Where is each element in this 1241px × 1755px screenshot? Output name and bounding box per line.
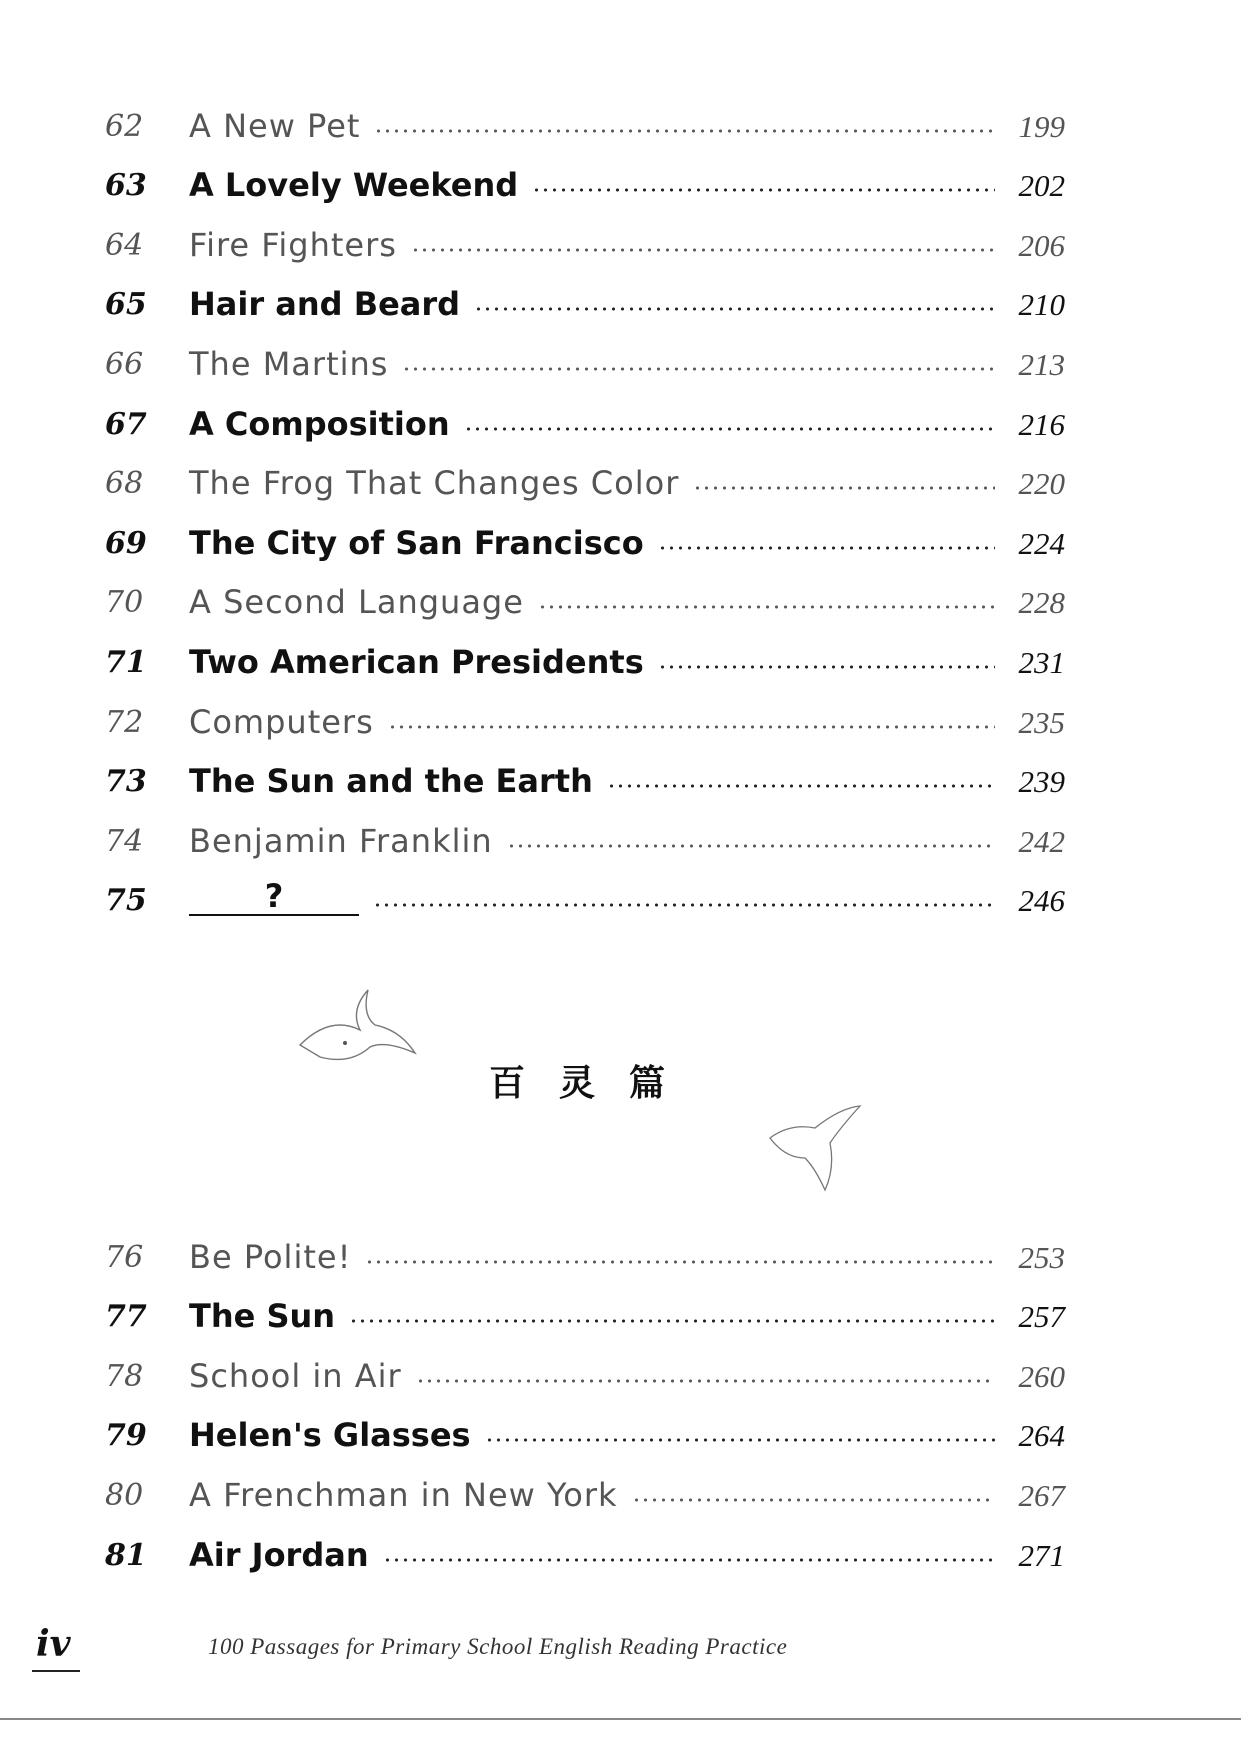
entry-title: A Composition (189, 404, 450, 443)
toc-entry (105, 1392, 1065, 1455)
entry-number: 67 (105, 406, 147, 442)
entry-page-number: 213 (1018, 346, 1065, 382)
toc-entry (105, 1451, 1065, 1514)
bird-illustration-small (760, 1098, 870, 1193)
entry-page-number: 220 (1018, 466, 1065, 502)
dot-leader (388, 724, 995, 730)
toc-entry (105, 142, 1065, 205)
entry-number: 78 (105, 1358, 144, 1394)
footer-page-underline (32, 1670, 80, 1672)
entry-page-number: 231 (1018, 644, 1065, 680)
toc-entry (105, 261, 1065, 324)
entry-number: 74 (105, 823, 144, 859)
toc-entry (105, 380, 1065, 443)
dot-leader (658, 664, 995, 670)
entry-title: The City of San Francisco (189, 523, 644, 562)
entry-title: Fire Fighters (189, 225, 397, 264)
dot-leader (538, 604, 995, 610)
dot-leader (507, 843, 995, 849)
entry-page-number: 246 (1018, 883, 1065, 919)
toc-entry (105, 797, 1065, 860)
entry-page-number: 239 (1018, 764, 1065, 800)
entry-number: 81 (105, 1537, 147, 1573)
toc-entry (105, 618, 1065, 681)
entry-title: A New Pet (189, 106, 361, 145)
entry-number: 63 (105, 168, 147, 204)
dot-leader (402, 366, 995, 372)
entry-number: 71 (105, 644, 147, 680)
toc-entry (105, 1213, 1065, 1276)
toc-list-bottom (105, 1213, 1065, 1574)
entry-number: 77 (105, 1299, 147, 1335)
footer-book-title: 100 Passages for Primary School English Reading Practice (208, 1634, 788, 1659)
entry-title: A Frenchman in New York (189, 1475, 618, 1514)
dot-leader (464, 426, 995, 432)
toc-entry (105, 678, 1065, 741)
entry-number: 76 (105, 1239, 144, 1275)
entry-title: Air Jordan (189, 1535, 369, 1574)
entry-number: 69 (105, 525, 147, 561)
dot-leader (416, 1378, 995, 1384)
toc-entry (105, 320, 1065, 383)
dot-leader (607, 783, 995, 789)
footer-page-number: iv (36, 1623, 71, 1665)
entry-number: 68 (105, 466, 144, 502)
entry-number: 65 (105, 287, 147, 323)
entry-page-number: 199 (1018, 108, 1065, 144)
entry-page-number: 228 (1018, 585, 1065, 621)
dot-leader (693, 485, 995, 491)
dot-leader (349, 1318, 995, 1324)
section-title: 百灵篇 (489, 1063, 700, 1104)
entry-page-number: 216 (1018, 406, 1065, 442)
dot-leader (383, 1557, 995, 1563)
entry-page-number: 224 (1018, 525, 1065, 561)
entry-title: The Frog That Changes Color (189, 464, 680, 503)
entry-page-number: 242 (1018, 823, 1065, 859)
toc-entry (105, 1332, 1065, 1395)
entry-page-number: 210 (1018, 287, 1065, 323)
entry-page-number: 202 (1018, 168, 1065, 204)
dot-leader (411, 247, 995, 253)
entry-title: A Lovely Weekend (189, 166, 519, 205)
entry-title: Be Polite! (189, 1237, 352, 1276)
dot-leader (632, 1497, 995, 1503)
toc-entry (105, 499, 1065, 562)
entry-title-blank: ? (189, 880, 359, 916)
entry-number: 70 (105, 585, 144, 621)
entry-title: The Sun (189, 1297, 336, 1336)
entry-title: Helen's Glasses (189, 1416, 471, 1455)
entry-title: Hair and Beard (189, 285, 461, 324)
toc-entry (105, 440, 1065, 503)
dot-leader (365, 1259, 995, 1265)
dot-leader (658, 545, 995, 551)
toc-entry (105, 559, 1065, 622)
entry-number: 73 (105, 764, 147, 800)
entry-page-number: 257 (1018, 1299, 1065, 1335)
entry-title: Two American Presidents (189, 642, 644, 681)
entry-page-number: 235 (1018, 704, 1065, 740)
toc-entry (105, 738, 1065, 801)
entry-page-number: 271 (1018, 1537, 1065, 1573)
toc-entry (105, 201, 1065, 264)
toc-entry (105, 1511, 1065, 1574)
entry-page-number: 206 (1018, 227, 1065, 263)
entry-page-number: 260 (1018, 1358, 1065, 1394)
entry-number: 80 (105, 1477, 144, 1513)
entry-title: School in Air (189, 1356, 402, 1395)
entry-number: 75 (105, 883, 147, 919)
entry-page-number: 264 (1018, 1418, 1065, 1454)
entry-title: The Martins (189, 344, 389, 383)
entry-number: 72 (105, 704, 144, 740)
entry-title: Benjamin Franklin (189, 821, 493, 860)
entry-number: 66 (105, 346, 144, 382)
toc-list-top (105, 82, 1065, 919)
entry-title: The Sun and the Earth (189, 762, 593, 801)
toc-entry (105, 82, 1065, 145)
entry-title (189, 877, 373, 916)
dot-leader (474, 306, 995, 312)
entry-page-number: 267 (1018, 1477, 1065, 1513)
page-bottom-rule (0, 1718, 1241, 1720)
toc-entry (105, 857, 1065, 917)
dot-leader (485, 1437, 995, 1443)
entry-page-number: 253 (1018, 1239, 1065, 1275)
entry-number: 64 (105, 227, 144, 263)
dot-leader (532, 187, 995, 193)
dot-leader (373, 902, 995, 908)
dot-leader (374, 128, 995, 134)
toc-entry (105, 1273, 1065, 1336)
entry-title: A Second Language (189, 583, 524, 622)
entry-number: 79 (105, 1418, 147, 1454)
bird-illustration (290, 975, 420, 1070)
entry-number: 62 (105, 108, 144, 144)
entry-title: Computers (189, 702, 374, 741)
